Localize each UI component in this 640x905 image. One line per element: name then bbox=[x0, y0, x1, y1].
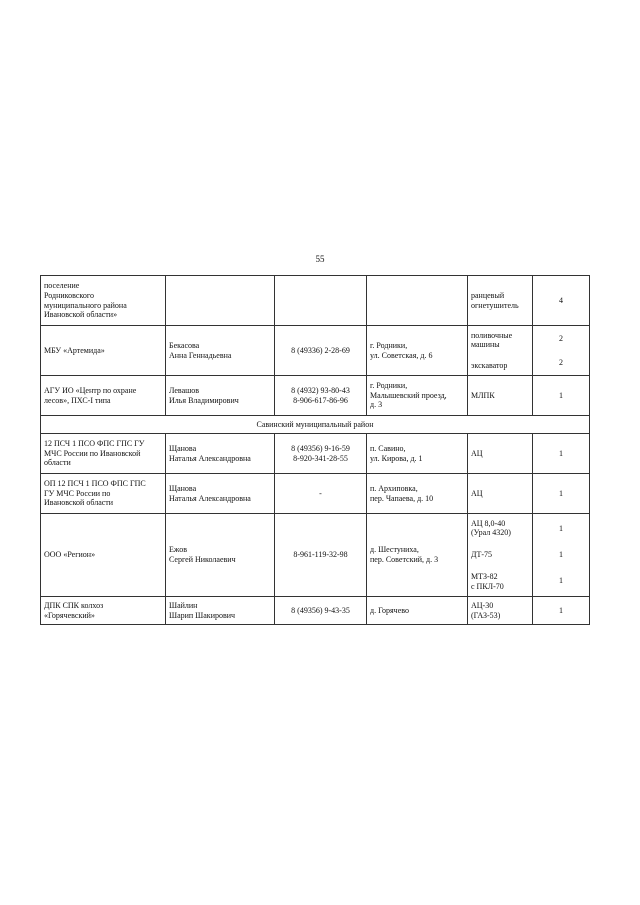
org-cell: ООО «Регион» bbox=[41, 514, 166, 597]
quantity-cell: 1 bbox=[533, 597, 590, 625]
table-row bbox=[41, 326, 590, 376]
address-cell: д. Горячево bbox=[367, 597, 468, 625]
quantity-cell: 4 bbox=[533, 276, 590, 326]
quantity-cell: 1 bbox=[533, 434, 590, 474]
org-cell: 12 ПСЧ 1 ПСО ФПС ГПС ГУ МЧС России по Ивановской области bbox=[41, 434, 166, 474]
page-number: 55 bbox=[315, 254, 325, 264]
table-row bbox=[41, 276, 590, 326]
equipment-table bbox=[40, 275, 590, 625]
phone-cell bbox=[275, 276, 367, 326]
contact-cell: Бекасова Анна Геннадьевна bbox=[166, 326, 275, 376]
contact-cell: Щанова Наталья Александровна bbox=[166, 474, 275, 514]
phone-cell: 8 (49336) 2-28-69 bbox=[275, 326, 367, 376]
equipment-cell: МЛПК bbox=[468, 376, 533, 416]
quantity-cell: 1 bbox=[533, 376, 590, 416]
address-cell bbox=[367, 276, 468, 326]
address-cell: д. Шестуниха, пер. Советский, д. 3 bbox=[367, 514, 468, 597]
equipment-cell: ранцевый огнетушитель bbox=[468, 276, 533, 326]
contact-cell: Левашов Илья Владимирович bbox=[166, 376, 275, 416]
equipment-cell: поливочные машины экскаватор bbox=[468, 326, 533, 376]
org-cell: МБУ «Артемида» bbox=[41, 326, 166, 376]
table-row bbox=[41, 434, 590, 474]
section-title: Савинский муниципальный район bbox=[41, 416, 590, 434]
table-row bbox=[41, 514, 590, 597]
table-row bbox=[41, 597, 590, 625]
contact-cell: Ежов Сергей Николаевич bbox=[166, 514, 275, 597]
table-row bbox=[41, 376, 590, 416]
org-cell: ОП 12 ПСЧ 1 ПСО ФПС ГПС ГУ МЧС России по Ивановской области bbox=[41, 474, 166, 514]
address-cell: г. Родники, Малышевский проезд, д. 3 bbox=[367, 376, 468, 416]
address-cell: п. Савино, ул. Кирова, д. 1 bbox=[367, 434, 468, 474]
phone-cell: 8 (49356) 9-16-59 8-920-341-28-55 bbox=[275, 434, 367, 474]
equipment-cell: АЦ bbox=[468, 434, 533, 474]
phone-cell: 8-961-119-32-98 bbox=[275, 514, 367, 597]
address-cell: г. Родники, ул. Советская, д. 6 bbox=[367, 326, 468, 376]
org-cell: АГУ ИО «Центр по охране лесов», ПХС-I типа bbox=[41, 376, 166, 416]
quantity-cell: 2 2 bbox=[533, 326, 590, 376]
org-cell: ДПК СПК колхоз «Горячевский» bbox=[41, 597, 166, 625]
org-cell: поселение Родниковского муниципального района Ивановской области» bbox=[41, 276, 166, 326]
phone-cell: - bbox=[275, 474, 367, 514]
equipment-cell: АЦ bbox=[468, 474, 533, 514]
equipment-cell: АЦ 8,0-40 (Урал 4320) ДТ-75 МТЗ-82 с ПКЛ-70 bbox=[468, 514, 533, 597]
phone-cell: 8 (4932) 93-80-43 8-906-617-86-96 bbox=[275, 376, 367, 416]
contact-cell: Шайлин Шарип Шакирович bbox=[166, 597, 275, 625]
address-cell: п. Архиповка, пер. Чапаева, д. 10 bbox=[367, 474, 468, 514]
phone-cell: 8 (49356) 9-43-35 bbox=[275, 597, 367, 625]
contact-cell bbox=[166, 276, 275, 326]
quantity-cell: 1 bbox=[533, 474, 590, 514]
quantity-cell: 1 1 1 bbox=[533, 514, 590, 597]
table-row bbox=[41, 474, 590, 514]
contact-cell: Щанова Наталья Александровна bbox=[166, 434, 275, 474]
equipment-cell: АЦ-30 (ГАЗ-53) bbox=[468, 597, 533, 625]
section-row bbox=[41, 416, 590, 434]
